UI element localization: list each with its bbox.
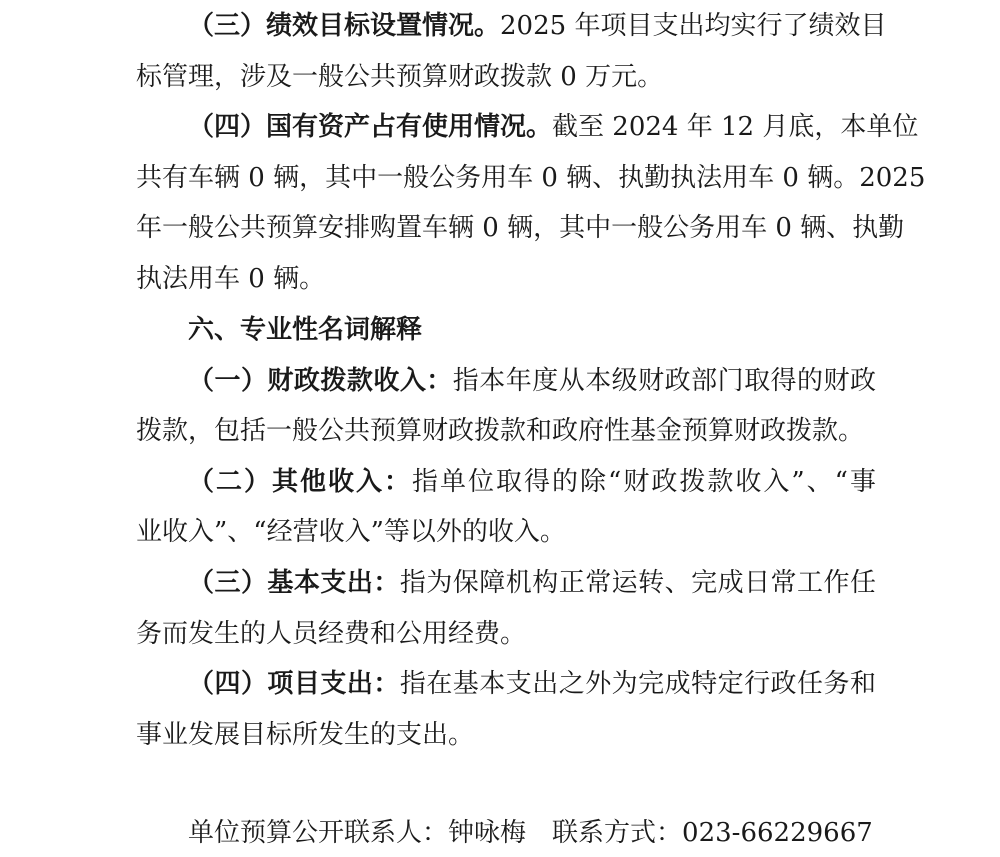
term-project-expense-line-1 [188,667,876,701]
performance-goals-title: （三）绩效目标设置情况。 [188,11,501,41]
term-project-expense-title: （四）项目支出： [188,669,400,699]
term-project-expense-text: 指在基本支出之外为完成特定行政任务和 [399,669,876,699]
state-assets-line-1 [188,110,919,144]
term-other-income-text: 指单位取得的除“财政拨款收入”、“事 [412,467,876,497]
term-fiscal-income-title: （一）财政拨款收入： [188,366,453,396]
performance-goals-line-1 [188,9,887,43]
state-assets-text: 截至 2024 年 12 月底，本单位 [552,112,919,142]
term-basic-expense-text: 指为保障机构正常运转、完成日常工作任 [399,568,876,598]
term-basic-expense-title: （三）基本支出： [188,568,400,598]
phone-number: 023-66229667 [682,818,873,848]
term-fiscal-income-line-1 [188,364,876,398]
phone-label: 联系方式： [552,818,683,848]
term-fiscal-income-line-2: 拨款，包括一般公共预算财政拨款和政府性基金预算财政拨款。 [136,416,865,446]
performance-goals-line-2: 标管理，涉及一般公共预算财政拨款 0 万元。 [136,62,664,92]
contact-label: 单位预算公开联系人： [188,818,449,848]
term-fiscal-income-text: 指本年度从本级财政部门取得的财政 [452,366,876,396]
section-heading: 六、专业性名词解释 [188,315,423,345]
state-assets-line-4: 执法用车 0 辆。 [136,264,326,294]
state-assets-line-2: 共有车辆 0 辆，其中一般公务用车 0 辆、执勤执法用车 0 辆。2025 [136,163,926,193]
state-assets-title: （四）国有资产占有使用情况。 [188,112,553,142]
term-other-income-line-1 [188,465,876,499]
state-assets-line-3: 年一般公共预算安排购置车辆 0 辆，其中一般公务用车 0 辆、执勤 [136,213,905,243]
term-project-expense-line-2: 事业发展目标所发生的支出。 [136,720,475,750]
performance-goals-text: 2025 年项目支出均实行了绩效目 [500,11,887,41]
term-basic-expense-line-1 [188,566,876,600]
contact-name: 钟咏梅 [448,818,527,848]
term-basic-expense-line-2: 务而发生的人员经费和公用经费。 [136,619,527,649]
contact-footer [188,816,873,850]
term-other-income-title: （二）其他收入： [188,467,413,497]
term-other-income-line-2: 业收入”、“经营收入”等以外的收入。 [136,517,566,547]
